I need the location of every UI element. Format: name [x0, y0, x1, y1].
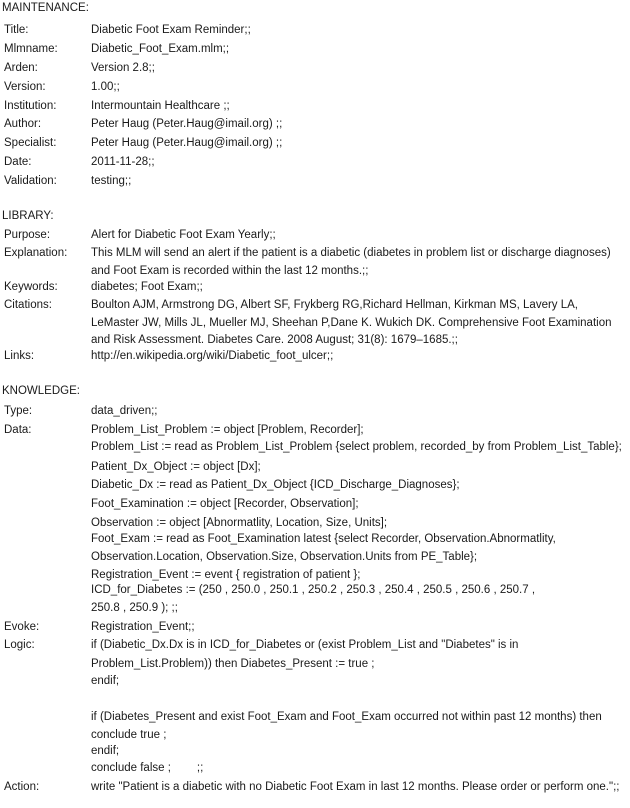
author-value: Peter Haug (Peter.Haug@imail.org) ;;: [91, 118, 283, 130]
title-label: Title:: [4, 24, 29, 36]
data-line: Registration_Event := event { registration of patient };: [91, 569, 361, 581]
logic-line-text: conclude false ;: [91, 762, 171, 774]
maintenance-header: MAINTENANCE:: [2, 2, 89, 14]
data-line: ICD_for_Diabetes := (250 , 250.0 , 250.1 , 250.2 , 250.3 , 250.4 , 250.5 , 250.6 , 250.7 , 250.8 , 250.9 ); ;;: [91, 584, 536, 614]
evoke-label: Evoke:: [4, 621, 40, 633]
logic-label: Logic:: [4, 639, 35, 651]
data-line: Problem_List_Problem := object [Problem, Recorder];: [91, 424, 364, 436]
author-label: Author:: [4, 118, 42, 130]
version-label: Version:: [4, 81, 46, 93]
data-line: Foot_Examination := object [Recorder, Observation];: [91, 498, 359, 510]
date-value: 2011-11-28;;: [91, 156, 155, 168]
citations-value: Boulton AJM, Armstrong DG, Albert SF, Frykberg RG,Richard Hellman, Kirkman MS, Lavery LA, LeMaster JW, Mills JL, Mueller MJ, Sheehan P,Dane K. Wukich DK. Comprehensive Foot Examination and Risk Assessment. Diabetes Care. 2008 August; 31(8): 1679–1685.;;: [91, 299, 612, 346]
keywords-label: Keywords:: [4, 281, 58, 293]
logic-line: endif;: [91, 745, 120, 757]
logic-line: Problem_List.Problem)) then Diabetes_Present := true ;: [91, 658, 375, 670]
validation-value: testing;;: [91, 175, 132, 187]
data-line: Patient_Dx_Object := object [Dx];: [91, 461, 261, 473]
data-line: Foot_Exam := read as Foot_Examination latest {select Recorder, Observation.Abnormatlity, Observation.Location, Observation.Size, Observation.Units from PE_Table};: [91, 533, 556, 563]
explanation-value: This MLM will send an alert if the patient is a diabetic (diabetes in problem list or discharge diagnoses) and Foot Exam is recorded within the last 12 months.;;: [91, 247, 611, 277]
mlmname-value: Diabetic_Foot_Exam.mlm;;: [91, 43, 230, 55]
links-label: Links:: [4, 350, 35, 362]
keywords-value: diabetes; Foot Exam;;: [91, 281, 203, 293]
logic-line: [91, 762, 203, 774]
type-value: data_driven;;: [91, 405, 158, 417]
logic-line: conclude true ;: [91, 729, 167, 741]
type-label: Type:: [4, 405, 33, 417]
library-header: LIBRARY:: [2, 210, 54, 222]
arden-value: Version 2.8;;: [91, 62, 155, 74]
logic-line: endif;: [91, 675, 120, 687]
specialist-value: Peter Haug (Peter.Haug@imail.org) ;;: [91, 137, 283, 149]
version-value: 1.00;;: [91, 81, 120, 93]
action-label: Action:: [4, 781, 40, 793]
institution-value: Intermountain Healthcare ;;: [91, 100, 230, 112]
citations-label: Citations:: [4, 299, 52, 311]
institution-label: Institution:: [4, 100, 57, 112]
logic-line-text: ;;: [196, 762, 204, 774]
specialist-label: Specialist:: [4, 137, 57, 149]
data-line: Problem_List := read as Problem_List_Problem {select problem, recorded_by from Problem_List_Table};: [91, 441, 622, 453]
arden-label: Arden:: [4, 62, 38, 74]
title-value: Diabetic Foot Exam Reminder;;: [91, 24, 251, 36]
mlmname-label: Mlmname:: [4, 43, 58, 55]
data-line: Diabetic_Dx := read as Patient_Dx_Object {ICD_Discharge_Diagnoses};: [91, 479, 460, 491]
evoke-value: Registration_Event;;: [91, 621, 195, 633]
purpose-value: Alert for Diabetic Foot Exam Yearly;;: [91, 229, 276, 241]
date-label: Date:: [4, 156, 32, 168]
purpose-label: Purpose:: [4, 229, 51, 241]
links-value[interactable]: http://en.wikipedia.org/wiki/Diabetic_foot_ulcer;;: [91, 350, 334, 362]
explanation-label: Explanation:: [4, 247, 68, 259]
logic-line: if (Diabetic_Dx.Dx is in ICD_for_Diabetes or (exist Problem_List and "Diabetes" is in: [91, 639, 519, 651]
data-label: Data:: [4, 424, 32, 436]
knowledge-header: KNOWLEDGE:: [2, 385, 80, 397]
logic-line: if (Diabetes_Present and exist Foot_Exam and Foot_Exam occurred not within past 12 months) then: [91, 711, 602, 723]
data-line: Observation := object [Abnormatlity, Location, Size, Units];: [91, 517, 388, 529]
validation-label: Validation:: [4, 175, 57, 187]
action-value: write "Patient is a diabetic with no Diabetic Foot Exam in last 12 months. Please order or perform one.";;: [91, 781, 620, 793]
